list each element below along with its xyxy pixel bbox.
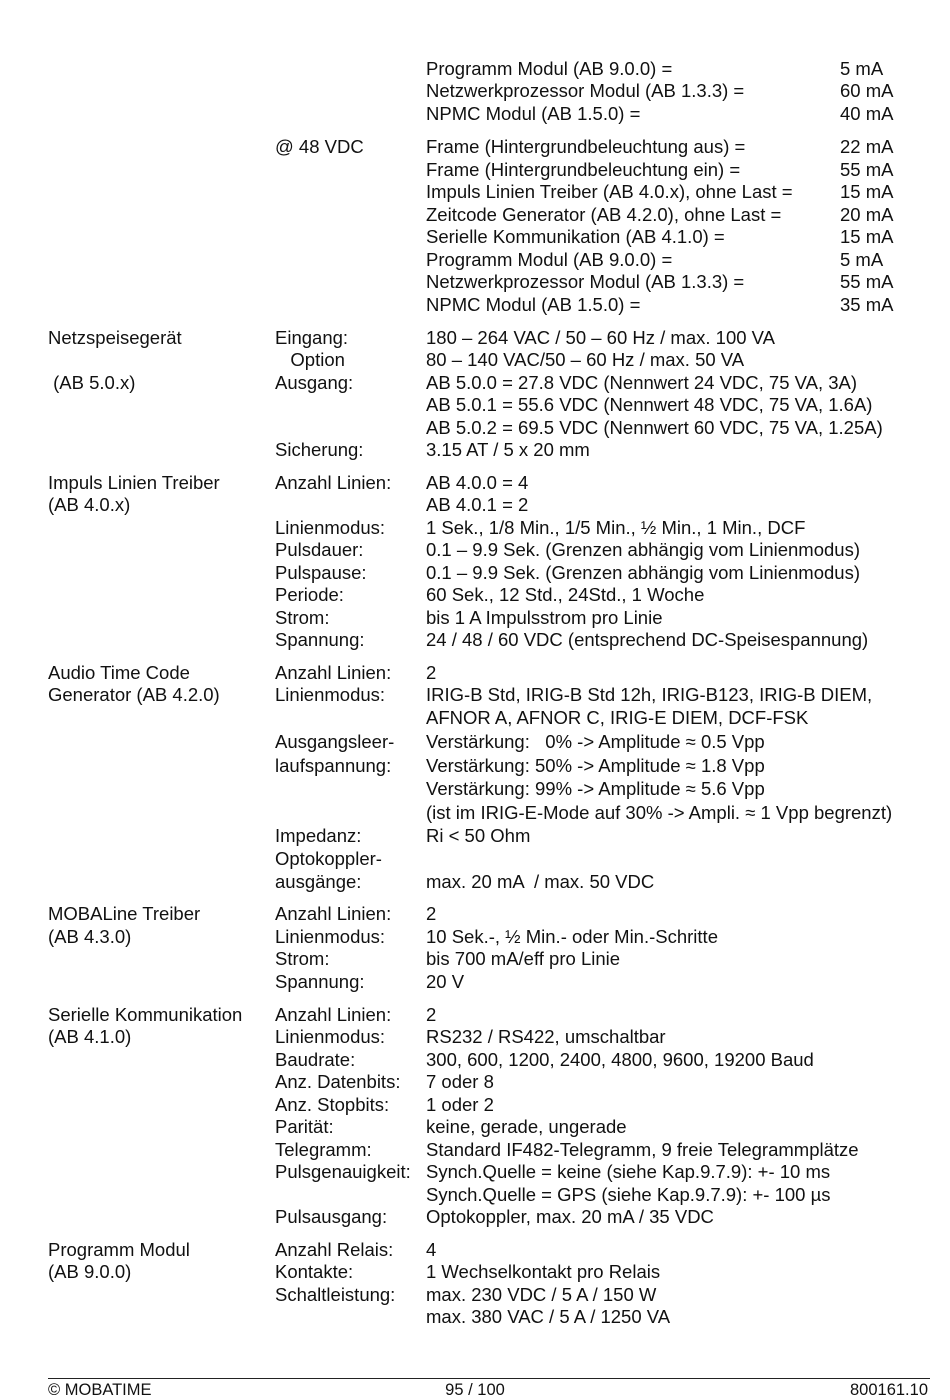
parameter-value: max. 380 VAC / 5 A / 1250 VA xyxy=(426,1306,671,1327)
parameter-value: AB 5.0.2 = 69.5 VDC (Nennwert 60 VDC, 75 VA, 1.25A) xyxy=(426,417,883,438)
parameter-label: Spannung: xyxy=(275,629,365,650)
section-label: (AB 4.0.x) xyxy=(48,494,131,515)
section-label: Audio Time Code xyxy=(48,662,190,683)
parameter-value: keine, gerade, ungerade xyxy=(426,1116,627,1137)
parameter-value: bis 700 mA/eff pro Linie xyxy=(426,948,621,969)
section-label: Netzspeisegerät xyxy=(48,327,182,348)
section-label: Generator (AB 4.2.0) xyxy=(48,684,220,705)
parameter-value: Programm Modul (AB 9.0.0) = xyxy=(426,249,673,270)
parameter-label: Anzahl Linien: xyxy=(275,662,392,683)
section-label: Impuls Linien Treiber xyxy=(48,472,220,493)
parameter-label: Ausgangsleer- xyxy=(275,731,395,752)
parameter-label: Anzahl Linien: xyxy=(275,1004,392,1025)
parameter-label: Option xyxy=(275,349,345,370)
parameter-value: 180 – 264 VAC / 50 – 60 Hz / max. 100 VA xyxy=(426,327,775,348)
parameter-label: ausgänge: xyxy=(275,871,362,892)
parameter-value: 2 xyxy=(426,662,437,683)
parameter-label: Anz. Stopbits: xyxy=(275,1094,390,1115)
parameter-label: Eingang: xyxy=(275,327,349,348)
parameter-value: AB 4.0.0 = 4 xyxy=(426,472,529,493)
parameter-label: Ausgang: xyxy=(275,372,354,393)
parameter-value: Netzwerkprozessor Modul (AB 1.3.3) = xyxy=(426,80,745,101)
current-value: 20 mA xyxy=(840,204,894,225)
section-label: (AB 9.0.0) xyxy=(48,1261,132,1282)
parameter-value: NPMC Modul (AB 1.5.0) = xyxy=(426,294,641,315)
parameter-label: Kontakte: xyxy=(275,1261,354,1282)
parameter-label: Sicherung: xyxy=(275,439,364,460)
parameter-value: IRIG-B Std, IRIG-B Std 12h, IRIG-B123, IRIG-B DIEM, xyxy=(426,684,873,705)
parameter-label: Impedanz: xyxy=(275,825,362,846)
parameter-label: Strom: xyxy=(275,948,330,969)
parameter-value: Standard IF482-Telegramm, 9 freie Telegrammplätze xyxy=(426,1139,859,1160)
parameter-label: Periode: xyxy=(275,584,344,605)
parameter-value: 10 Sek.-, ½ Min.- oder Min.-Schritte xyxy=(426,926,718,947)
parameter-value: Programm Modul (AB 9.0.0) = xyxy=(426,58,673,79)
footer-page-number: 95 / 100 xyxy=(445,1381,505,1399)
parameter-value: AB 4.0.1 = 2 xyxy=(426,494,529,515)
parameter-label: Pulsdauer: xyxy=(275,539,364,560)
parameter-value: 2 xyxy=(426,903,437,924)
parameter-label: Parität: xyxy=(275,1116,334,1137)
parameter-label: Anz. Datenbits: xyxy=(275,1071,401,1092)
current-value: 22 mA xyxy=(840,136,894,157)
parameter-value: Synch.Quelle = GPS (siehe Kap.9.7.9): +- 100 µs xyxy=(426,1184,831,1205)
current-value: 55 mA xyxy=(840,159,894,180)
parameter-label: Baudrate: xyxy=(275,1049,356,1070)
current-value: 15 mA xyxy=(840,181,894,202)
current-value: 55 mA xyxy=(840,271,894,292)
section-label: (AB 4.3.0) xyxy=(48,926,132,947)
parameter-value: 300, 600, 1200, 2400, 4800, 9600, 19200 Baud xyxy=(426,1049,814,1070)
parameter-label: Spannung: xyxy=(275,971,365,992)
footer-divider xyxy=(48,1378,930,1379)
current-value: 15 mA xyxy=(840,226,894,247)
parameter-label: Schaltleistung: xyxy=(275,1284,396,1305)
parameter-value: Serielle Kommunikation (AB 4.1.0) = xyxy=(426,226,725,247)
parameter-value: Synch.Quelle = keine (siehe Kap.9.7.9): +- 10 ms xyxy=(426,1161,831,1182)
parameter-value: max. 20 mA / max. 50 VDC xyxy=(426,871,655,892)
parameter-value: Ri < 50 Ohm xyxy=(426,825,531,846)
current-value: 35 mA xyxy=(840,294,894,315)
parameter-label: @ 48 VDC xyxy=(275,136,364,157)
section-label: (AB 4.1.0) xyxy=(48,1026,132,1047)
parameter-label: Linienmodus: xyxy=(275,926,386,947)
parameter-value: AB 5.0.1 = 55.6 VDC (Nennwert 48 VDC, 75 VA, 1.6A) xyxy=(426,394,873,415)
parameter-label: Anzahl Linien: xyxy=(275,472,392,493)
parameter-value: 3.15 AT / 5 x 20 mm xyxy=(426,439,590,460)
parameter-value: 1 oder 2 xyxy=(426,1094,494,1115)
parameter-value: 2 xyxy=(426,1004,437,1025)
parameter-label: Pulsgenauigkeit: xyxy=(275,1161,411,1182)
parameter-value: 7 oder 8 xyxy=(426,1071,494,1092)
parameter-value: Zeitcode Generator (AB 4.2.0), ohne Last = xyxy=(426,204,782,225)
parameter-label: Linienmodus: xyxy=(275,684,386,705)
footer-document-number: 800161.10 xyxy=(850,1381,928,1399)
parameter-value: Verstärkung: 99% -> Amplitude ≈ 5.6 Vpp xyxy=(426,778,765,799)
parameter-value: 1 Wechselkontakt pro Relais xyxy=(426,1261,661,1282)
parameter-label: Pulspause: xyxy=(275,562,367,583)
parameter-value: Frame (Hintergrundbeleuchtung ein) = xyxy=(426,159,741,180)
parameter-value: Impuls Linien Treiber (AB 4.0.x), ohne Last = xyxy=(426,181,793,202)
parameter-label: Pulsausgang: xyxy=(275,1206,388,1227)
parameter-value: 1 Sek., 1/8 Min., 1/5 Min., ½ Min., 1 Min., DCF xyxy=(426,517,806,538)
section-label: Serielle Kommunikation xyxy=(48,1004,243,1025)
parameter-value: 0.1 – 9.9 Sek. (Grenzen abhängig vom Linienmodus) xyxy=(426,539,860,560)
parameter-value: 60 Sek., 12 Std., 24Std., 1 Woche xyxy=(426,584,705,605)
parameter-label: laufspannung: xyxy=(275,755,392,776)
parameter-value: AB 5.0.0 = 27.8 VDC (Nennwert 24 VDC, 75 VA, 3A) xyxy=(426,372,858,393)
parameter-label: Linienmodus: xyxy=(275,1026,386,1047)
parameter-value: RS232 / RS422, umschaltbar xyxy=(426,1026,666,1047)
current-value: 60 mA xyxy=(840,80,894,101)
footer-copyright: © MOBATIME xyxy=(48,1381,152,1399)
parameter-value: AFNOR A, AFNOR C, IRIG-E DIEM, DCF-FSK xyxy=(426,707,809,728)
parameter-value: 24 / 48 / 60 VDC (entsprechend DC-Speisespannung) xyxy=(426,629,869,650)
parameter-value: 4 xyxy=(426,1239,437,1260)
parameter-label: Optokoppler- xyxy=(275,848,382,869)
parameter-value: Frame (Hintergrundbeleuchtung aus) = xyxy=(426,136,746,157)
current-value: 5 mA xyxy=(840,58,884,79)
section-label: (AB 5.0.x) xyxy=(48,372,136,393)
parameter-value: (ist im IRIG-E-Mode auf 30% -> Ampli. ≈ 1 Vpp begrenzt) xyxy=(426,802,893,823)
parameter-value: Verstärkung: 0% -> Amplitude ≈ 0.5 Vpp xyxy=(426,731,765,752)
parameter-value: max. 230 VDC / 5 A / 150 W xyxy=(426,1284,657,1305)
section-label: MOBALine Treiber xyxy=(48,903,201,924)
current-value: 40 mA xyxy=(840,103,894,124)
current-value: 5 mA xyxy=(840,249,884,270)
parameter-label: Anzahl Linien: xyxy=(275,903,392,924)
parameter-value: 80 – 140 VAC/50 – 60 Hz / max. 50 VA xyxy=(426,349,745,370)
parameter-value: Netzwerkprozessor Modul (AB 1.3.3) = xyxy=(426,271,745,292)
parameter-value: 20 V xyxy=(426,971,465,992)
parameter-label: Linienmodus: xyxy=(275,517,386,538)
parameter-label: Telegramm: xyxy=(275,1139,372,1160)
section-label: Programm Modul xyxy=(48,1239,190,1260)
parameter-label: Anzahl Relais: xyxy=(275,1239,394,1260)
parameter-label: Strom: xyxy=(275,607,330,628)
parameter-value: Optokoppler, max. 20 mA / 35 VDC xyxy=(426,1206,714,1227)
parameter-value: bis 1 A Impulsstrom pro Linie xyxy=(426,607,663,628)
parameter-value: NPMC Modul (AB 1.5.0) = xyxy=(426,103,641,124)
parameter-value: 0.1 – 9.9 Sek. (Grenzen abhängig vom Linienmodus) xyxy=(426,562,860,583)
parameter-value: Verstärkung: 50% -> Amplitude ≈ 1.8 Vpp xyxy=(426,755,765,776)
